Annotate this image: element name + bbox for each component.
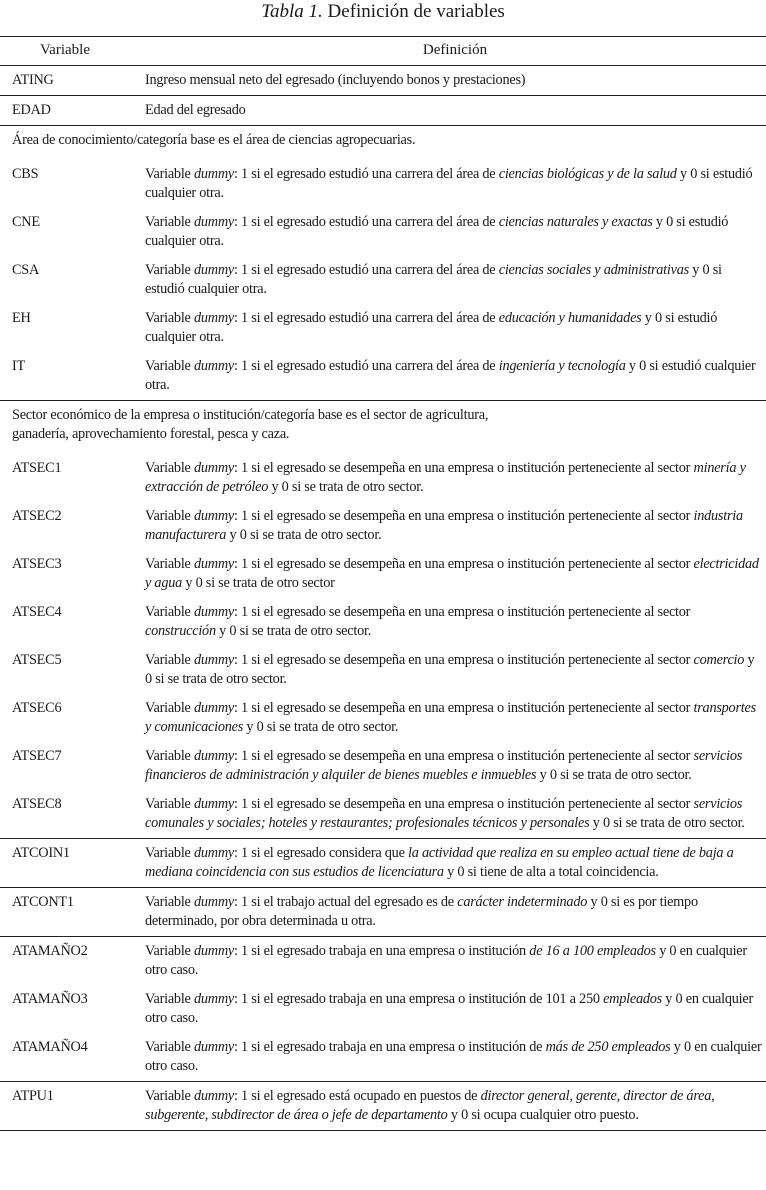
- definition-text: Variable: [145, 845, 194, 861]
- table-row: [0, 550, 766, 598]
- variable-name: CBS: [12, 166, 39, 182]
- variable-definition: [145, 309, 763, 347]
- definition-text: : 1 si el egresado estudió una carrera del área de: [234, 214, 499, 230]
- definition-text: y 0 si se trata de otro sector: [182, 575, 335, 591]
- variable-name: ATSEC2: [12, 508, 62, 524]
- table-row: [0, 502, 766, 550]
- definition-text: y 0 si se trata de otro sector.: [268, 479, 424, 495]
- definition-text: : 1 si el egresado trabaja en una empresa o institución de: [234, 1039, 546, 1055]
- definition-text: : 1 si el egresado se desempeña en una empresa o institución perteneciente al sector: [234, 556, 694, 572]
- definition-text: y 0 si se trata de otro sector.: [589, 815, 745, 831]
- definition-emphasis: ciencias biológicas y de la salud: [498, 166, 677, 182]
- definition-emphasis: ciencias sociales y administrativas: [498, 262, 689, 278]
- definition-text: Variable: [145, 1039, 194, 1055]
- definition-emphasis: industria manufacturera: [145, 508, 743, 543]
- section-note: Área de conocimiento/categoría base es el área de ciencias agropecuarias.: [12, 132, 416, 148]
- definition-emphasis: dummy: [193, 460, 235, 476]
- variable-definition: [145, 213, 763, 251]
- table-row: [0, 1033, 766, 1082]
- definition-text: Variable: [145, 358, 194, 374]
- table-row: [0, 208, 766, 256]
- variable-name: ATSEC1: [12, 460, 62, 476]
- definition-text: : 1 si el egresado trabaja en una empresa o institución de 101 a 250: [234, 991, 604, 1007]
- definition-text: y 0 si ocupa cualquier otro puesto.: [447, 1107, 639, 1123]
- variable-name: ATSEC6: [12, 700, 62, 716]
- variable-name: ATCONT1: [12, 894, 74, 910]
- definition-emphasis: dummy: [193, 262, 235, 278]
- definition-text: : 1 si el egresado se desempeña en una empresa o institución perteneciente al sector: [234, 604, 691, 620]
- variable-definition: [145, 699, 763, 737]
- variable-definition: [145, 747, 763, 785]
- table-row: [0, 304, 766, 352]
- definition-emphasis: servicios financieros de administración y alquiler de bienes muebles e inmuebles: [145, 748, 743, 783]
- definition-text: y 0 si estudió cualquier otra.: [145, 310, 718, 345]
- variable-definition: [145, 165, 763, 203]
- definition-emphasis: dummy: [193, 748, 235, 764]
- definition-text: y 0 si se trata de otro sector.: [243, 719, 399, 735]
- definition-text: y 0 si se trata de otro sector.: [226, 527, 382, 543]
- variable-definition: [145, 990, 763, 1028]
- definition-text: Ingreso mensual neto del egresado (incluyendo bonos y prestaciones): [145, 72, 526, 88]
- definition-emphasis: dummy: [193, 166, 235, 182]
- definition-emphasis: carácter indeterminado: [457, 894, 588, 910]
- definition-emphasis: dummy: [193, 508, 235, 524]
- definition-text: y 0 si se trata de otro sector.: [215, 623, 372, 639]
- definition-text: : 1 si el egresado se desempeña en una empresa o institución perteneciente al sector: [234, 796, 694, 812]
- definition-text: : 1 si el egresado se desempeña en una empresa o institución perteneciente al sector: [234, 508, 694, 524]
- variable-name: CSA: [12, 262, 40, 278]
- definition-text: : 1 si el egresado estudió una carrera del área de: [234, 262, 499, 278]
- definition-emphasis: dummy: [193, 214, 235, 230]
- definition-text: y 0 si se trata de otro sector.: [145, 652, 755, 687]
- variable-definition: [145, 603, 763, 641]
- variable-name: ATAMAÑO3: [12, 991, 88, 1007]
- variable-definition: [145, 459, 763, 497]
- variable-name: ATSEC7: [12, 748, 62, 764]
- variable-name: EDAD: [12, 102, 51, 118]
- variable-name: ATSEC8: [12, 796, 62, 812]
- variable-definition: [145, 844, 763, 882]
- table-row: [0, 694, 766, 742]
- definition-emphasis: de 16 a 100 empleados: [529, 943, 656, 959]
- definition-text: : 1 si el egresado estudió una carrera del área de: [234, 166, 499, 182]
- definition-emphasis: electricidad y agua: [145, 556, 759, 591]
- variable-definition: [145, 101, 763, 120]
- definition-text: y 0 si se trata de otro sector.: [536, 767, 692, 783]
- variable-name: ATAMAÑO4: [12, 1039, 88, 1055]
- definition-emphasis: dummy: [193, 556, 235, 572]
- definition-emphasis: dummy: [193, 845, 235, 861]
- table-body: [0, 66, 766, 1131]
- table-number: Tabla 1.: [261, 1, 323, 22]
- table-row: [0, 454, 766, 502]
- definition-text: y 0 si estudió cualquier otra.: [145, 262, 722, 297]
- variables-table: [0, 36, 766, 1131]
- definition-emphasis: más de 250 empleados: [545, 1039, 671, 1055]
- variable-definition: [145, 1038, 763, 1076]
- definition-emphasis: dummy: [193, 1088, 235, 1104]
- definition-text: Edad del egresado: [145, 102, 246, 118]
- definition-text: : 1 si el egresado se desempeña en una empresa o institución perteneciente al sector: [234, 700, 694, 716]
- definition-text: : 1 si el egresado trabaja en una empresa o institución: [234, 943, 530, 959]
- definition-emphasis: dummy: [193, 700, 235, 716]
- table-row: [0, 742, 766, 790]
- definition-text: : 1 si el egresado considera que: [234, 845, 408, 861]
- definition-text: y 0 si estudió cualquier otra.: [145, 166, 753, 201]
- definition-text: : 1 si el egresado está ocupado en puestos de: [234, 1088, 481, 1104]
- definition-emphasis: ciencias naturales y exactas: [498, 214, 653, 230]
- definition-text: Variable: [145, 894, 194, 910]
- definition-emphasis: servicios comunales y sociales; hoteles y restaurantes; profesionales técnicos y personales: [145, 796, 743, 831]
- definition-emphasis: dummy: [193, 991, 235, 1007]
- table-row: [0, 985, 766, 1033]
- definition-text: y 0 si estudió cualquier otra.: [145, 358, 756, 393]
- table-row: [0, 790, 766, 839]
- variable-definition: [145, 71, 763, 90]
- table-row: [0, 96, 766, 126]
- definition-emphasis: transportes y comunicaciones: [145, 700, 756, 735]
- variable-definition: [145, 357, 763, 395]
- definition-text: : 1 si el egresado se desempeña en una empresa o institución perteneciente al sector: [234, 748, 694, 764]
- variable-name: ATAMAÑO2: [12, 943, 88, 959]
- variable-definition: [145, 1087, 763, 1125]
- definition-emphasis: educación y humanidades: [498, 310, 642, 326]
- definition-emphasis: dummy: [193, 604, 235, 620]
- header-variable: Variable: [40, 42, 90, 58]
- table-caption: Definición de variables: [322, 1, 505, 22]
- definition-text: Variable: [145, 991, 194, 1007]
- table-row: [0, 839, 766, 888]
- variable-name: ATCOIN1: [12, 845, 70, 861]
- definition-emphasis: director general, gerente, director de área, subgerente, subdirector de área o jefe de departamento: [145, 1088, 715, 1123]
- definition-text: : 1 si el egresado se desempeña en una empresa o institución perteneciente al sector: [234, 460, 694, 476]
- variable-definition: [145, 942, 763, 980]
- table-row: [0, 160, 766, 208]
- table-row: [0, 888, 766, 937]
- table-header: [0, 37, 766, 66]
- definition-text: Variable: [145, 166, 194, 182]
- definition-text: Variable: [145, 796, 194, 812]
- definition-text: Variable: [145, 556, 194, 572]
- variable-definition: [145, 555, 763, 593]
- definition-emphasis: dummy: [193, 796, 235, 812]
- definition-text: Variable: [145, 460, 194, 476]
- variable-name: ATING: [12, 72, 54, 88]
- definition-emphasis: dummy: [193, 894, 235, 910]
- definition-text: y 0 si tiene de alta a total coincidencia.: [443, 864, 659, 880]
- definition-text: Variable: [145, 652, 194, 668]
- definition-text: : 1 si el trabajo actual del egresado es de: [234, 894, 458, 910]
- definition-text: Variable: [145, 748, 194, 764]
- variable-name: CNE: [12, 214, 40, 230]
- definition-emphasis: empleados: [603, 991, 662, 1007]
- variable-definition: [145, 261, 763, 299]
- definition-text: y 0 en cualquier otro caso.: [145, 943, 747, 978]
- definition-text: Variable: [145, 604, 194, 620]
- definition-text: y 0 en cualquier otro caso.: [145, 991, 753, 1026]
- table-row: [0, 937, 766, 985]
- variable-definition: [145, 893, 763, 931]
- definition-emphasis: dummy: [193, 310, 235, 326]
- table-row: [0, 598, 766, 646]
- table-row: [0, 256, 766, 304]
- definition-text: Variable: [145, 508, 194, 524]
- table-row: [0, 352, 766, 401]
- definition-emphasis: construcción: [145, 623, 216, 639]
- definition-text: y 0 si es por tiempo determinado, por obra determinada u otra.: [145, 894, 698, 929]
- variable-name: ATSEC5: [12, 652, 62, 668]
- definition-text: Variable: [145, 943, 194, 959]
- definition-text: y 0 si estudió cualquier otra.: [145, 214, 729, 249]
- definition-emphasis: ingeniería y tecnología: [498, 358, 626, 374]
- definition-emphasis: la actividad que realiza en su empleo actual tiene de baja a mediana coincidencia con sus estudios de licenciatura: [145, 845, 734, 880]
- definition-emphasis: dummy: [193, 358, 235, 374]
- variable-definition: [145, 651, 763, 689]
- definition-emphasis: comercio: [693, 652, 745, 668]
- definition-text: Variable: [145, 262, 194, 278]
- table-title: [0, 0, 766, 24]
- variable-name: ATSEC3: [12, 556, 62, 572]
- definition-text: : 1 si el egresado estudió una carrera del área de: [234, 310, 499, 326]
- table-row: [0, 66, 766, 96]
- table-row: [0, 646, 766, 694]
- definition-text: : 1 si el egresado se desempeña en una empresa o institución perteneciente al sector: [234, 652, 694, 668]
- definition-emphasis: dummy: [193, 1039, 235, 1055]
- definition-text: : 1 si el egresado estudió una carrera del área de: [234, 358, 499, 374]
- variable-definition: [145, 795, 763, 833]
- variable-name: IT: [12, 358, 25, 374]
- variable-name: EH: [12, 310, 31, 326]
- definition-text: Variable: [145, 1088, 194, 1104]
- definition-text: Variable: [145, 214, 194, 230]
- variable-definition: [145, 507, 763, 545]
- definition-emphasis: minería y extracción de petróleo: [145, 460, 746, 495]
- variable-name: ATSEC4: [12, 604, 62, 620]
- variable-name: ATPU1: [12, 1088, 54, 1104]
- header-definition: Definición: [422, 42, 488, 58]
- section-note: Sector económico de la empresa o institución/categoría base es el sector de agricultura, ganadería, aprovechamiento forestal, pesca y caza.: [12, 407, 489, 442]
- definition-text: Variable: [145, 700, 194, 716]
- definition-emphasis: dummy: [193, 652, 235, 668]
- table-row: [0, 1082, 766, 1131]
- definition-emphasis: dummy: [193, 943, 235, 959]
- definition-text: y 0 en cualquier otro caso.: [145, 1039, 762, 1074]
- definition-text: Variable: [145, 310, 194, 326]
